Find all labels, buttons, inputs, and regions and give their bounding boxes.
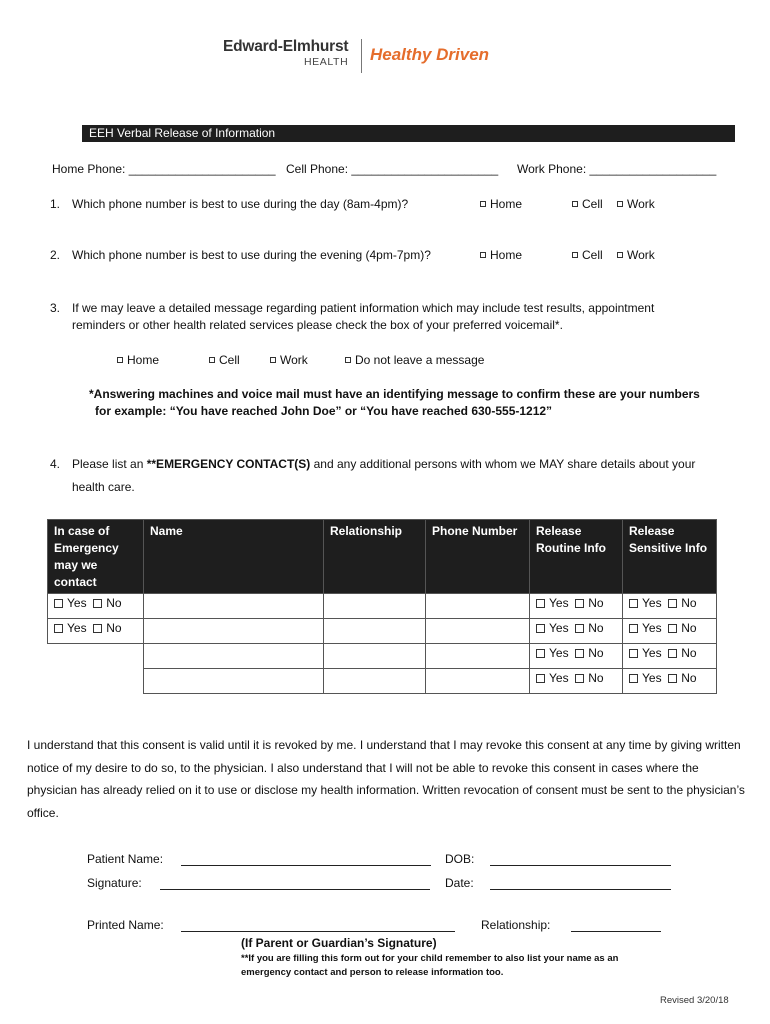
q3-text-line1: If we may leave a detailed message regarding patient information which may include test results, appointment xyxy=(72,301,655,315)
brand-tagline: Healthy Driven xyxy=(370,45,490,64)
checkbox-icon[interactable] xyxy=(629,649,638,658)
checkbox-icon[interactable] xyxy=(629,674,638,683)
q3-option-cell[interactable]: Cell xyxy=(209,353,240,367)
name-cell[interactable] xyxy=(144,669,324,694)
q2-number: 2. xyxy=(50,248,61,262)
checkbox-icon[interactable] xyxy=(668,674,677,683)
answering-note-line1: *Answering machines and voice mail must have an identifying message to confirm these are your numbers xyxy=(89,387,700,401)
patient-name-label: Patient Name: xyxy=(87,852,164,866)
relationship-cell[interactable] xyxy=(324,644,426,669)
checkbox-icon[interactable] xyxy=(668,624,677,633)
routine-yes-no: Yes No xyxy=(530,669,623,694)
relationship-cell[interactable] xyxy=(324,669,426,694)
home-phone-field[interactable]: Home Phone: ______________________ xyxy=(52,162,276,176)
checkbox-icon[interactable] xyxy=(209,357,215,363)
table-row xyxy=(48,619,717,644)
checkbox-icon[interactable] xyxy=(575,624,584,633)
routine-yes-no: Yes No xyxy=(530,619,623,644)
phone-cell[interactable] xyxy=(426,644,530,669)
checkbox-icon[interactable] xyxy=(480,201,486,207)
relationship-line[interactable] xyxy=(571,931,661,932)
q3-number: 3. xyxy=(50,301,61,315)
q2-option-cell[interactable]: Cell xyxy=(572,248,603,262)
sensitive-yes-no: Yes No xyxy=(623,594,717,619)
phone-cell[interactable] xyxy=(426,594,530,619)
sensitive-yes-no: Yes No xyxy=(623,669,717,694)
dob-label: DOB: xyxy=(445,852,475,866)
checkbox-icon[interactable] xyxy=(93,624,102,633)
checkbox-icon[interactable] xyxy=(270,357,276,363)
checkbox-icon[interactable] xyxy=(629,624,638,633)
revised-date: Revised 3/20/18 xyxy=(660,995,729,1006)
q3-text-line2: reminders or other health related services please check the box of your preferred voicemail*. xyxy=(72,318,563,332)
q4-number: 4. xyxy=(50,457,61,471)
q3-option-home[interactable]: Home xyxy=(117,353,159,367)
q3-option-no-message[interactable]: Do not leave a message xyxy=(345,353,484,367)
table-row xyxy=(48,669,717,694)
checkbox-icon[interactable] xyxy=(572,201,578,207)
q3-option-work[interactable]: Work xyxy=(270,353,308,367)
relationship-cell[interactable] xyxy=(324,594,426,619)
header-relationship: Relationship xyxy=(324,520,426,594)
cell-phone-field[interactable]: Cell Phone: ______________________ xyxy=(286,162,499,176)
printed-name-line[interactable] xyxy=(181,931,455,932)
q2-option-home[interactable]: Home xyxy=(480,248,522,262)
checkbox-icon[interactable] xyxy=(575,674,584,683)
sensitive-yes-no: Yes No xyxy=(623,644,717,669)
brand-name: Edward-Elmhurst xyxy=(223,38,349,55)
date-line[interactable] xyxy=(490,889,671,890)
header-name: Name xyxy=(144,520,324,594)
header-phone: Phone Number xyxy=(426,520,530,594)
header-contact: In case of Emergency may we contact xyxy=(48,520,144,594)
contact-yes-no: Yes No xyxy=(48,594,144,619)
checkbox-icon[interactable] xyxy=(117,357,123,363)
checkbox-icon[interactable] xyxy=(536,624,545,633)
checkbox-icon[interactable] xyxy=(668,599,677,608)
routine-yes-no: Yes No xyxy=(530,644,623,669)
q1-option-home[interactable]: Home xyxy=(480,197,522,211)
checkbox-icon[interactable] xyxy=(54,624,63,633)
checkbox-icon[interactable] xyxy=(572,252,578,258)
consent-paragraph: I understand that this consent is valid until it is revoked by me. I understand that I may revoke this consent at any time by giving written notice of my desire to do so, to the physician. I also understand that I will not be able to revoke this consent in cases where the physician has already relied on it to use or disclose my health information. Written revocation of consent must be sent to the physician’s office. xyxy=(27,738,745,820)
checkbox-icon[interactable] xyxy=(575,599,584,608)
phone-cell[interactable] xyxy=(426,669,530,694)
q4-text: Please list an **EMERGENCY CONTACT(S) and any additional persons with whom we MAY share details about your xyxy=(72,457,696,471)
checkbox-icon[interactable] xyxy=(536,674,545,683)
sensitive-yes-no: Yes No xyxy=(623,619,717,644)
header-sensitive: Release Sensitive Info xyxy=(623,520,717,594)
guardian-note: (If Parent or Guardian’s Signature) xyxy=(241,936,437,950)
q4-text-line2: health care. xyxy=(72,480,135,494)
checkbox-icon[interactable] xyxy=(536,649,545,658)
patient-name-line[interactable] xyxy=(181,865,431,866)
table-row xyxy=(48,594,717,619)
checkbox-icon[interactable] xyxy=(575,649,584,658)
header-routine: Release Routine Info xyxy=(530,520,623,594)
q1-option-cell[interactable]: Cell xyxy=(572,197,603,211)
answering-note-line2: for example: “You have reached John Doe” or “You have reached 630-555-1212” xyxy=(95,404,553,418)
routine-yes-no: Yes No xyxy=(530,594,623,619)
checkbox-icon[interactable] xyxy=(668,649,677,658)
q1-text: Which phone number is best to use during the day (8am-4pm)? xyxy=(72,197,409,211)
checkbox-icon[interactable] xyxy=(617,252,623,258)
work-phone-field[interactable]: Work Phone: ___________________ xyxy=(517,162,717,176)
form-title: EEH Verbal Release of Information xyxy=(82,125,735,142)
name-cell[interactable] xyxy=(144,644,324,669)
checkbox-icon[interactable] xyxy=(93,599,102,608)
name-cell[interactable] xyxy=(144,594,324,619)
signature-line[interactable] xyxy=(160,889,430,890)
checkbox-icon[interactable] xyxy=(536,599,545,608)
printed-name-label: Printed Name: xyxy=(87,918,164,932)
phone-cell[interactable] xyxy=(426,619,530,644)
emergency-contacts-table xyxy=(47,519,717,694)
child-note-line2: emergency contact and person to release information too. xyxy=(241,967,504,978)
empty-cell xyxy=(48,669,144,694)
relationship-cell[interactable] xyxy=(324,619,426,644)
checkbox-icon[interactable] xyxy=(480,252,486,258)
logo-divider xyxy=(361,39,362,73)
empty-cell xyxy=(48,644,144,669)
q2-text: Which phone number is best to use during the evening (4pm-7pm)? xyxy=(72,248,431,262)
checkbox-icon[interactable] xyxy=(345,357,351,363)
table-row xyxy=(48,644,717,669)
q2-option-work[interactable]: Work xyxy=(617,248,655,262)
brand-subtitle: HEALTH xyxy=(304,56,349,68)
name-cell[interactable] xyxy=(144,619,324,644)
date-label: Date: xyxy=(445,876,474,890)
contact-yes-no: Yes No xyxy=(48,619,144,644)
table-header-row xyxy=(48,520,717,594)
checkbox-icon[interactable] xyxy=(617,201,623,207)
q1-option-work[interactable]: Work xyxy=(617,197,655,211)
child-note-line1: **If you are filling this form out for your child remember to also list your name as an xyxy=(241,953,619,964)
checkbox-icon[interactable] xyxy=(54,599,63,608)
signature-label: Signature: xyxy=(87,876,142,890)
q1-number: 1. xyxy=(50,197,61,211)
dob-line[interactable] xyxy=(490,865,671,866)
checkbox-icon[interactable] xyxy=(629,599,638,608)
relationship-label: Relationship: xyxy=(481,918,551,932)
